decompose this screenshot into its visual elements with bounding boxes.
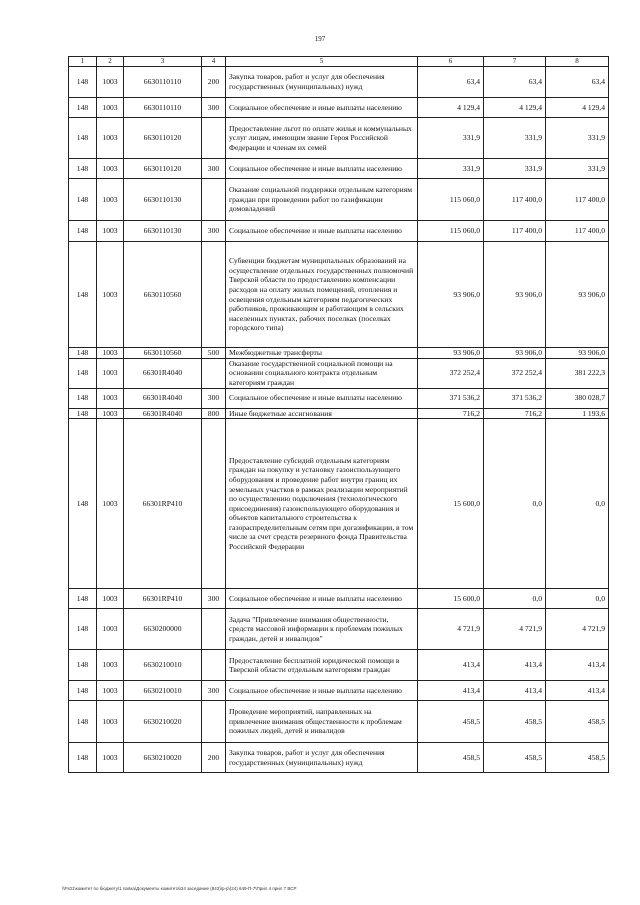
table-row [69,118,609,159]
item-name: Иные бюджетные ассигнования [226,408,418,419]
amount-year-3: 4 129,4 [546,98,609,118]
amount-year-3: 380 028,7 [546,388,609,408]
expense-type-code: 300 [202,221,226,242]
amount-year-3: 93 906,0 [546,242,609,348]
column-number-row [69,57,609,67]
amount-year-3: 458,5 [546,743,609,773]
section-code: 1003 [97,388,124,408]
amount-year-1: 93 906,0 [418,348,484,359]
section-code: 1003 [97,118,124,159]
target-article-code: 6630200000 [124,609,202,650]
amount-year-2: 4 129,4 [484,98,546,118]
amount-year-2: 413,4 [484,681,546,701]
ministry-code: 148 [69,388,97,408]
ministry-code: 148 [69,419,97,589]
amount-year-1: 372 252,4 [418,358,484,388]
ministry-code: 148 [69,221,97,242]
table-row [69,609,609,650]
amount-year-3: 117 400,0 [546,179,609,221]
ministry-code: 148 [69,408,97,419]
expense-type-code: 300 [202,159,226,179]
item-name: Социальное обеспечение и иные выплаты населению [226,159,418,179]
expense-type-code [202,358,226,388]
table-row [69,589,609,609]
column-header: 6 [418,57,484,67]
amount-year-2: 331,9 [484,159,546,179]
target-article-code: 6630110110 [124,67,202,98]
ministry-code: 148 [69,681,97,701]
column-header: 5 [226,57,418,67]
ministry-code: 148 [69,98,97,118]
expense-type-code: 200 [202,743,226,773]
ministry-code: 148 [69,67,97,98]
column-header: 4 [202,57,226,67]
item-name: Предоставление бесплатной юридической помощи в Тверской области отдельным категориям граждан [226,650,418,681]
target-article-code: 66301RP410 [124,589,202,609]
section-code: 1003 [97,650,124,681]
amount-year-3: 63,4 [546,67,609,98]
column-header: 8 [546,57,609,67]
expense-type-code [202,118,226,159]
expense-type-code: 800 [202,408,226,419]
table-row [69,242,609,348]
item-name: Закупка товаров, работ и услуг для обеспечения государственных (муниципальных) нужд [226,67,418,98]
amount-year-2: 0,0 [484,419,546,589]
amount-year-3: 0,0 [546,419,609,589]
ministry-code: 148 [69,118,97,159]
table-row [69,743,609,773]
table-row [69,358,609,388]
expense-type-code: 300 [202,681,226,701]
section-code: 1003 [97,419,124,589]
amount-year-2: 371 536,2 [484,388,546,408]
amount-year-2: 716,2 [484,408,546,419]
amount-year-3: 117 400,0 [546,221,609,242]
column-header: 2 [97,57,124,67]
amount-year-2: 458,5 [484,743,546,773]
amount-year-1: 458,5 [418,743,484,773]
amount-year-1: 4 721,9 [418,609,484,650]
table-row [69,681,609,701]
item-name: Предоставление льгот по оплате жилья и коммунальных услуг лицам, имеющим звание Героя Российской Федерации и членам их семей [226,118,418,159]
section-code: 1003 [97,681,124,701]
ministry-code: 148 [69,701,97,743]
amount-year-3: 413,4 [546,681,609,701]
ministry-code: 148 [69,348,97,359]
section-code: 1003 [97,358,124,388]
amount-year-3: 0,0 [546,589,609,609]
expense-type-code [202,609,226,650]
ministry-code: 148 [69,159,97,179]
amount-year-2: 0,0 [484,589,546,609]
section-code: 1003 [97,408,124,419]
item-name: Закупка товаров, работ и услуг для обеспечения государственных (муниципальных) нужд [226,743,418,773]
target-article-code: 6630210020 [124,743,202,773]
budget-table [68,56,609,773]
target-article-code: 66301R4040 [124,388,202,408]
ministry-code: 148 [69,589,97,609]
footer-file-path: \\Fs01\комитет по бюджету\1 папка\Документы комитета\24 заседание (843)\р-р\(24) 649-П-7\Прил 4 прил 7 ВСР [62,886,297,891]
target-article-code: 6630110560 [124,348,202,359]
amount-year-3: 381 222,3 [546,358,609,388]
ministry-code: 148 [69,179,97,221]
section-code: 1003 [97,221,124,242]
amount-year-2: 372 252,4 [484,358,546,388]
table-row [69,650,609,681]
table-row [69,701,609,743]
table-row [69,98,609,118]
table-body [69,57,609,773]
page-number: 197 [314,35,326,43]
item-name: Социальное обеспечение и иные выплаты населению [226,221,418,242]
amount-year-1: 115 060,0 [418,221,484,242]
amount-year-1: 115 060,0 [418,179,484,221]
amount-year-1: 63,4 [418,67,484,98]
section-code: 1003 [97,159,124,179]
table-row [69,159,609,179]
amount-year-1: 716,2 [418,408,484,419]
ministry-code: 148 [69,743,97,773]
table-row [69,348,609,359]
amount-year-3: 1 193,6 [546,408,609,419]
column-header: 1 [69,57,97,67]
target-article-code: 66301R4040 [124,408,202,419]
section-code: 1003 [97,589,124,609]
expense-type-code: 300 [202,98,226,118]
table-row [69,388,609,408]
target-article-code: 6630110120 [124,159,202,179]
amount-year-3: 93 906,0 [546,348,609,359]
section-code: 1003 [97,67,124,98]
expense-type-code [202,242,226,348]
item-name: Задача "Привлечение внимания общественности, средств массовой информации к проблемам пожилых граждан, детей и инвалидов" [226,609,418,650]
section-code: 1003 [97,98,124,118]
amount-year-1: 331,9 [418,159,484,179]
table-row [69,67,609,98]
target-article-code: 66301R4040 [124,358,202,388]
amount-year-2: 331,9 [484,118,546,159]
amount-year-1: 93 906,0 [418,242,484,348]
target-article-code: 6630110120 [124,118,202,159]
item-name: Социальное обеспечение и иные выплаты населению [226,98,418,118]
expense-type-code: 300 [202,388,226,408]
amount-year-1: 331,9 [418,118,484,159]
target-article-code: 6630110130 [124,179,202,221]
section-code: 1003 [97,609,124,650]
expense-type-code: 200 [202,67,226,98]
table-row [69,179,609,221]
amount-year-2: 117 400,0 [484,179,546,221]
item-name: Оказание социальной поддержки отдельным категориям граждан при проведении работ по газификации домовладений [226,179,418,221]
item-name: Социальное обеспечение и иные выплаты населению [226,589,418,609]
amount-year-1: 458,5 [418,701,484,743]
table-row [69,221,609,242]
target-article-code: 6630110130 [124,221,202,242]
amount-year-3: 413,4 [546,650,609,681]
amount-year-2: 117 400,0 [484,221,546,242]
amount-year-1: 413,4 [418,650,484,681]
item-name: Социальное обеспечение и иные выплаты населению [226,681,418,701]
item-name: Предоставление субсидий отдельным категориям граждан на покупку и установку газоиспользующего оборудования и проведение работ внутри границ их земельных участков в рамках реализации мероприятий по осуществлению подключения (технологического присоединения) газоиспользующего оборудования и объектов капитального строительства к газораспределительным сетям при догазификации, в том числе за счет средств резервного фонда Правительства Российской Федерации [226,419,418,589]
expense-type-code [202,419,226,589]
ministry-code: 148 [69,650,97,681]
amount-year-3: 331,9 [546,159,609,179]
amount-year-3: 458,5 [546,701,609,743]
item-name: Проведение мероприятий, направленных на привлечение внимания общественности к проблемам пожилых людей, детей и инвалидов [226,701,418,743]
target-article-code: 6630210010 [124,650,202,681]
expense-type-code [202,179,226,221]
amount-year-1: 15 600,0 [418,419,484,589]
column-header: 7 [484,57,546,67]
item-name: Социальное обеспечение и иные выплаты населению [226,388,418,408]
amount-year-2: 93 906,0 [484,348,546,359]
amount-year-1: 4 129,4 [418,98,484,118]
expense-type-code [202,650,226,681]
section-code: 1003 [97,242,124,348]
amount-year-2: 93 906,0 [484,242,546,348]
ministry-code: 148 [69,242,97,348]
item-name: Субвенции бюджетам муниципальных образований на осуществление отдельных государственных полномочий Тверской области по предоставлению компенсации расходов на оплату жилых помещений, отопления и освещения отдельным категориям педагогических работников, проживающим и работающим в сельских населенных пунктах, рабочих поселках (поселках городского типа) [226,242,418,348]
expense-type-code [202,701,226,743]
section-code: 1003 [97,701,124,743]
amount-year-2: 458,5 [484,701,546,743]
amount-year-1: 413,4 [418,681,484,701]
target-article-code: 6630210020 [124,701,202,743]
section-code: 1003 [97,179,124,221]
amount-year-3: 331,9 [546,118,609,159]
target-article-code: 6630110560 [124,242,202,348]
section-code: 1003 [97,743,124,773]
table-row [69,419,609,589]
ministry-code: 148 [69,609,97,650]
target-article-code: 6630110110 [124,98,202,118]
expense-type-code: 300 [202,589,226,609]
expense-type-code: 500 [202,348,226,359]
item-name: Оказание государственной социальной помощи на основании социального контракта отдельным категориям граждан [226,358,418,388]
amount-year-1: 371 536,2 [418,388,484,408]
amount-year-1: 15 600,0 [418,589,484,609]
section-code: 1003 [97,348,124,359]
amount-year-2: 413,4 [484,650,546,681]
target-article-code: 6630210010 [124,681,202,701]
amount-year-2: 63,4 [484,67,546,98]
ministry-code: 148 [69,358,97,388]
target-article-code: 66301RP410 [124,419,202,589]
column-header: 3 [124,57,202,67]
amount-year-3: 4 721,9 [546,609,609,650]
item-name: Межбюджетные трансферты [226,348,418,359]
table-row [69,408,609,419]
amount-year-2: 4 721,9 [484,609,546,650]
